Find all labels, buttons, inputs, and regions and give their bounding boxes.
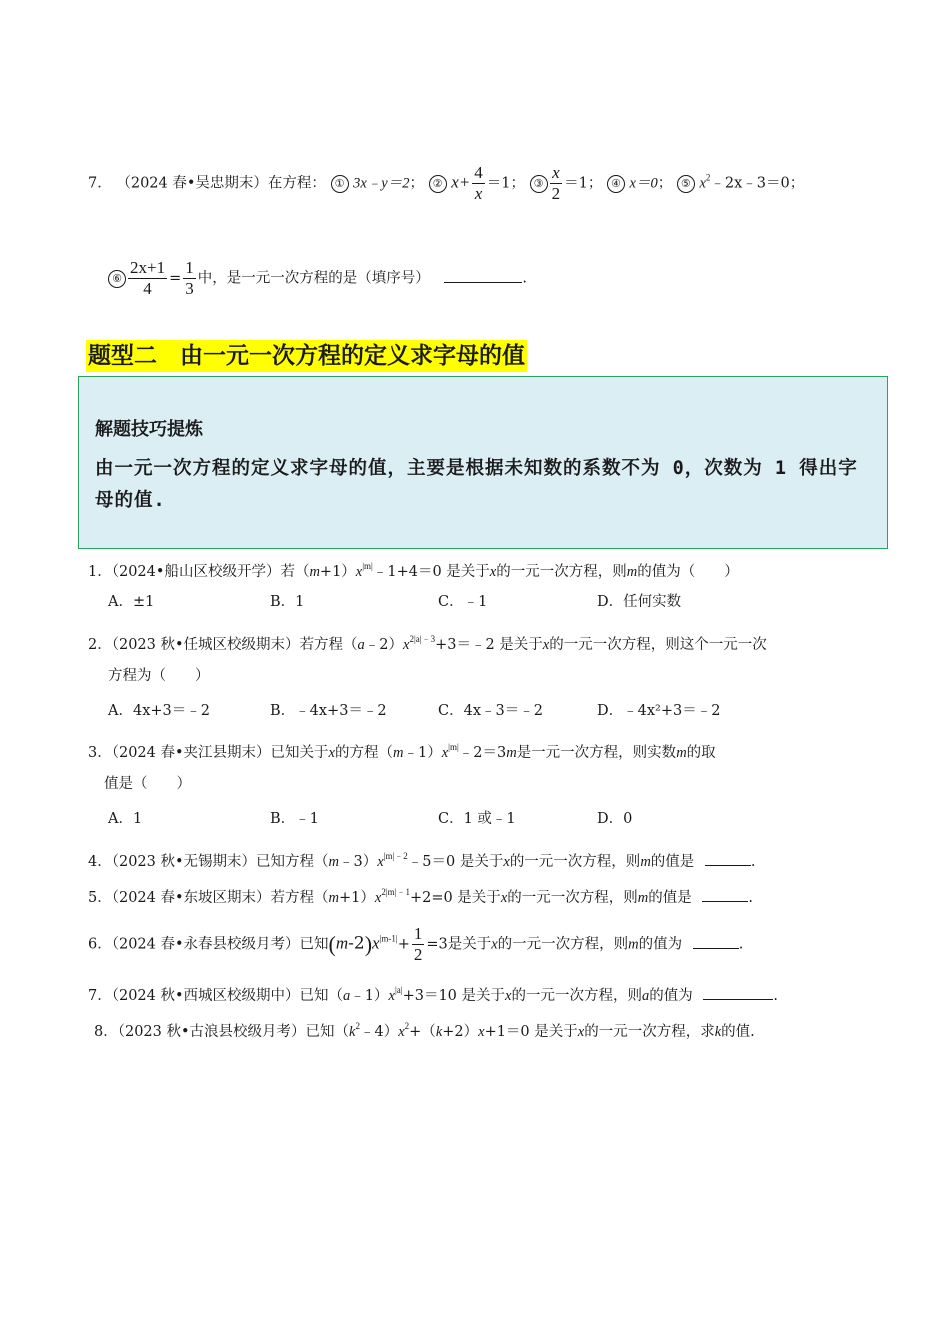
equation-3-suffix: ＝1: [564, 175, 588, 192]
answer-blank[interactable]: [705, 851, 751, 866]
fraction-one-half: $\frac{1}{2}$: [413, 924, 423, 964]
circled-number-3: ③: [530, 175, 548, 193]
question-3: 3．（2024 春•夹江县期末）已知关于x的方程$(m﹣1)x^{|m|}﹣2=3m$是一元一次方程，则实数m的取: [88, 742, 716, 761]
equation-5-x: x: [699, 175, 706, 192]
question-7-tail: 中，是一元一次方程的是（填序号）: [197, 270, 430, 287]
question-4: 4．（2023 秋•无锡期末）已知方程$(m﹣3)x^{|m|﹣2}﹣5=0$ 是关于x的一元一次方程，则m的值是 .: [88, 851, 756, 870]
equation-5-exponent: 2: [705, 172, 711, 183]
answer-blank[interactable]: [444, 268, 522, 283]
question-8: 8．（2023 秋•古浪县校级月考）已知$(k^2﹣4)x^2+(k+2)x+1=0$ 是关于x的一元一次方程，求k的值.: [94, 1021, 755, 1040]
question-2: 2．（2023 秋•任城区校级期末）若方程$(a﹣2)x^{2|a|﹣3}+3=﹣2$ 是关于x的一元一次方程，则这个一元一次: [88, 634, 767, 653]
option-3c[interactable]: C．1 或﹣1: [438, 811, 516, 827]
option-1c[interactable]: C．﹣1: [438, 594, 488, 610]
question-7-top-line2: ⑥ $\frac{2x+1}{4}$ = $\frac{1}{3}$ 中，是一元一次方程的是（填序号） .: [108, 258, 527, 299]
tip-title: 解题技巧提炼: [95, 419, 203, 440]
option-2b[interactable]: B．﹣4x+3＝﹣2: [270, 703, 387, 719]
question-2-line2: 方程为（ ）: [108, 668, 210, 684]
question-1: 1．（2024•船山区校级开学）若$(m+1)x^{|m|}﹣1+4=0$ 是关于x的一元一次方程，则m的值为（ ）: [88, 561, 739, 580]
circled-number-6: ⑥: [108, 270, 126, 288]
question-7: 7．（2024 秋•西城区校级期中）已知$(a﹣1)x^{|a|}+3=10$ 是关于x的一元一次方程，则a的值为 .: [88, 985, 778, 1004]
circled-number-5: ⑤: [677, 175, 695, 193]
answer-blank[interactable]: [703, 985, 773, 1000]
question-number: 7．: [88, 175, 112, 192]
option-3a[interactable]: A．1: [108, 811, 143, 827]
equation-4: x＝0: [629, 175, 658, 192]
option-3d[interactable]: D．0: [597, 811, 633, 827]
answer-blank[interactable]: [702, 887, 748, 902]
question-3-line2: 值是（ ）: [104, 776, 191, 792]
section-heading: 题型二 由一元一次方程的定义求字母的值: [86, 340, 527, 372]
answer-blank[interactable]: [693, 934, 739, 949]
equation-5-rest: ﹣2x﹣3＝0: [710, 175, 790, 192]
question-5: 5．（2024 春•东坡区期末）若方程$(m+1)x^{2|m|﹣1}+2=0$ 是关于x的一元一次方程，则m的值是 .: [88, 887, 753, 906]
tip-text: 由一元一次方程的定义求字母的值，主要是根据未知数的系数不为 0，次数为 1 得出字母的值.: [95, 458, 858, 511]
question-7-top: 7． （2024 春•吴忠期末）在方程： ① 3x﹣y＝2； ② x+ $\frac{4}{x}$ ＝1； ③ $\frac{x}{2}$ ＝1； ④ x＝0； ⑤ $x^2﹣2x﹣3=0$；: [88, 163, 805, 203]
option-1d[interactable]: D．任何实数: [597, 594, 682, 610]
equation-6-right-fraction: $\frac{1}{3}$: [185, 258, 194, 298]
option-2d[interactable]: D．﹣4x²+3＝﹣2: [597, 703, 721, 719]
circled-number-2: ②: [429, 175, 447, 193]
circled-number-1: ①: [331, 175, 349, 193]
question-source: （2024 春•吴忠期末）在方程：: [116, 175, 326, 192]
question-6: 6．（2024 春•永春县校级月考）已知$(m-2)x^{|m-1|}+$ $\frac{1}{2}$ =3是关于x的一元一次方程，则m的值为 .: [88, 924, 744, 964]
circled-number-4: ④: [607, 175, 625, 193]
option-3b[interactable]: B．﹣1: [270, 811, 319, 827]
equation-2-suffix: ＝1: [486, 175, 511, 192]
option-1a[interactable]: A．±1: [108, 594, 155, 610]
option-2c[interactable]: C．4x﹣3＝﹣2: [438, 703, 543, 719]
equation-6-left-fraction: $\frac{2x+1}{4}$: [130, 258, 166, 298]
option-2a[interactable]: A．4x+3＝﹣2: [108, 703, 210, 719]
equation-2-fraction: $\frac{4}{x}$: [474, 163, 483, 203]
equation-1: 3x﹣y＝2: [353, 175, 410, 192]
option-1b[interactable]: B．1: [270, 594, 305, 610]
equation-2-prefix: x+: [451, 172, 471, 192]
equation-3-fraction: $\frac{x}{2}$: [551, 163, 561, 203]
tip-box: [78, 376, 888, 549]
